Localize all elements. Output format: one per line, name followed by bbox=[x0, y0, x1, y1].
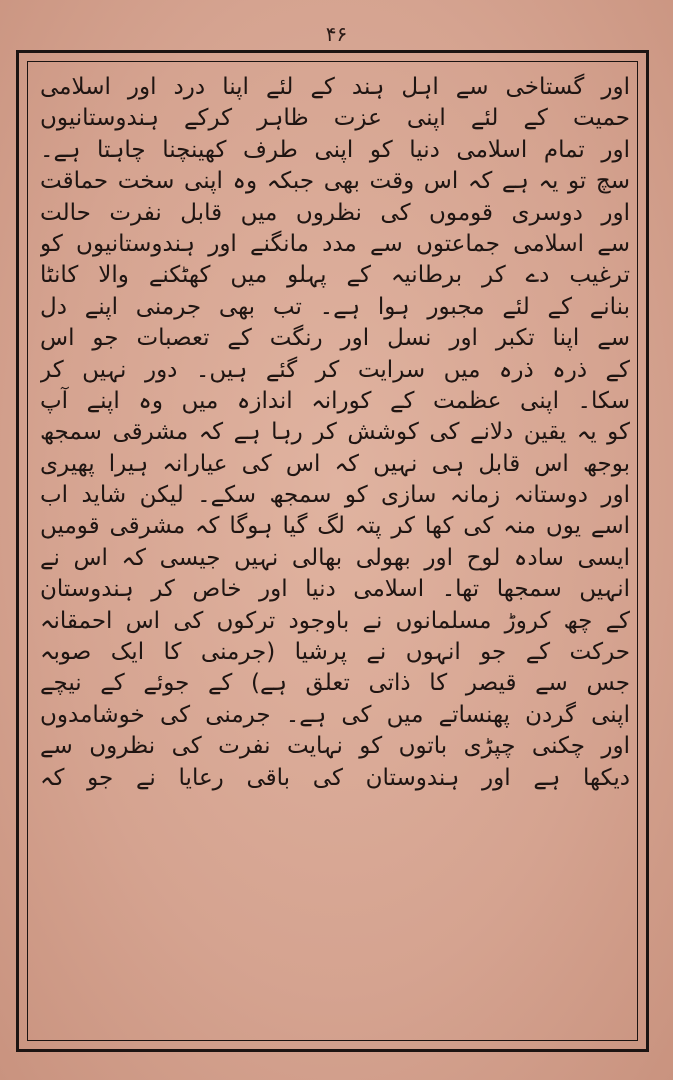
text-line: اور دوسری قوموں کی نظروں میں قابل نفرت حالت bbox=[40, 199, 630, 226]
text-line: کو یہ یقین دلانے کی کوشش کر رہا ہے کہ مشرقی سمجھ bbox=[40, 419, 630, 446]
text-line: حرکت کے جو انہوں نے پرشیا (جرمنی کا ایک صوبہ bbox=[40, 639, 630, 666]
body-text bbox=[40, 72, 630, 1032]
text-line: انہیں سمجھا تھا۔ اسلامی دنیا اور خاص کر ہندوستان bbox=[40, 576, 630, 603]
text-line: اور دوستانہ زمانہ سازی کو سمجھ سکے۔ لیکن شاید اب bbox=[40, 482, 630, 509]
page-number: ۴۶ bbox=[325, 22, 348, 46]
text-line: دیکھا ہے اور ہندوستان کی باقی رعایا نے جو کہ bbox=[40, 764, 630, 791]
text-line: سکا۔ اپنی عظمت کے کورانہ اندازہ میں وہ اپنے آپ bbox=[40, 387, 630, 414]
text-line: سچ تو یہ ہے کہ اس وقت بھی جبکہ وہ اپنی سخت حماقت bbox=[40, 168, 630, 195]
text-line: کے چھ کروڑ مسلمانوں نے باوجود ترکوں کی اس احمقانہ bbox=[40, 607, 630, 634]
text-line: ایسی سادہ لوح اور بھولی بھالی نہیں جیسی کہ اس نے bbox=[40, 544, 630, 571]
text-line: بوجھ اس قابل ہی نہیں کہ اس کی عیارانہ ہیرا پھیری bbox=[40, 450, 630, 477]
text-line: سے اسلامی جماعتوں سے مدد مانگنے اور ہندوستانیوں کو bbox=[40, 230, 630, 257]
text-line: جس سے قیصر کا ذاتی تعلق ہے) کے جوئے کے نیچے bbox=[40, 670, 630, 697]
text-line: کے ذرہ ذرہ میں سرایت کر گئے ہیں۔ دور نہیں کر bbox=[40, 356, 630, 383]
text-line: بنانے کے لئے مجبور ہوا ہے۔ تب بھی جرمنی اپنے دل bbox=[40, 293, 630, 320]
text-line: اپنی گردن پھنساتے میں کی ہے۔ جرمنی کی خوشامدوں bbox=[40, 701, 630, 728]
text-line: حمیت کے لئے اپنی عزت ظاہر کرکے ہندوستانیوں bbox=[40, 105, 630, 132]
text-line: اور تمام اسلامی دنیا کو اپنی طرف کھینچنا چاہتا ہے۔ bbox=[40, 136, 630, 163]
text-line: اور چکنی چپڑی باتوں کو نہایت نفرت کی نظروں سے bbox=[40, 733, 630, 760]
text-line: اور گستاخی سے اہل ہند کے لئے اپنا درد اور اسلامی bbox=[40, 74, 630, 100]
text-line: ترغیب دے کر برطانیہ کے پہلو میں کھٹکنے والا کانٹا bbox=[40, 262, 630, 289]
text-line: سے اپنا تکبر اور نسل اور رنگت کے تعصبات جو اس bbox=[40, 325, 630, 352]
text-line: اسے یوں منہ کی کھا کر پتہ لگ گیا ہوگا کہ مشرقی قومیں bbox=[40, 513, 630, 540]
